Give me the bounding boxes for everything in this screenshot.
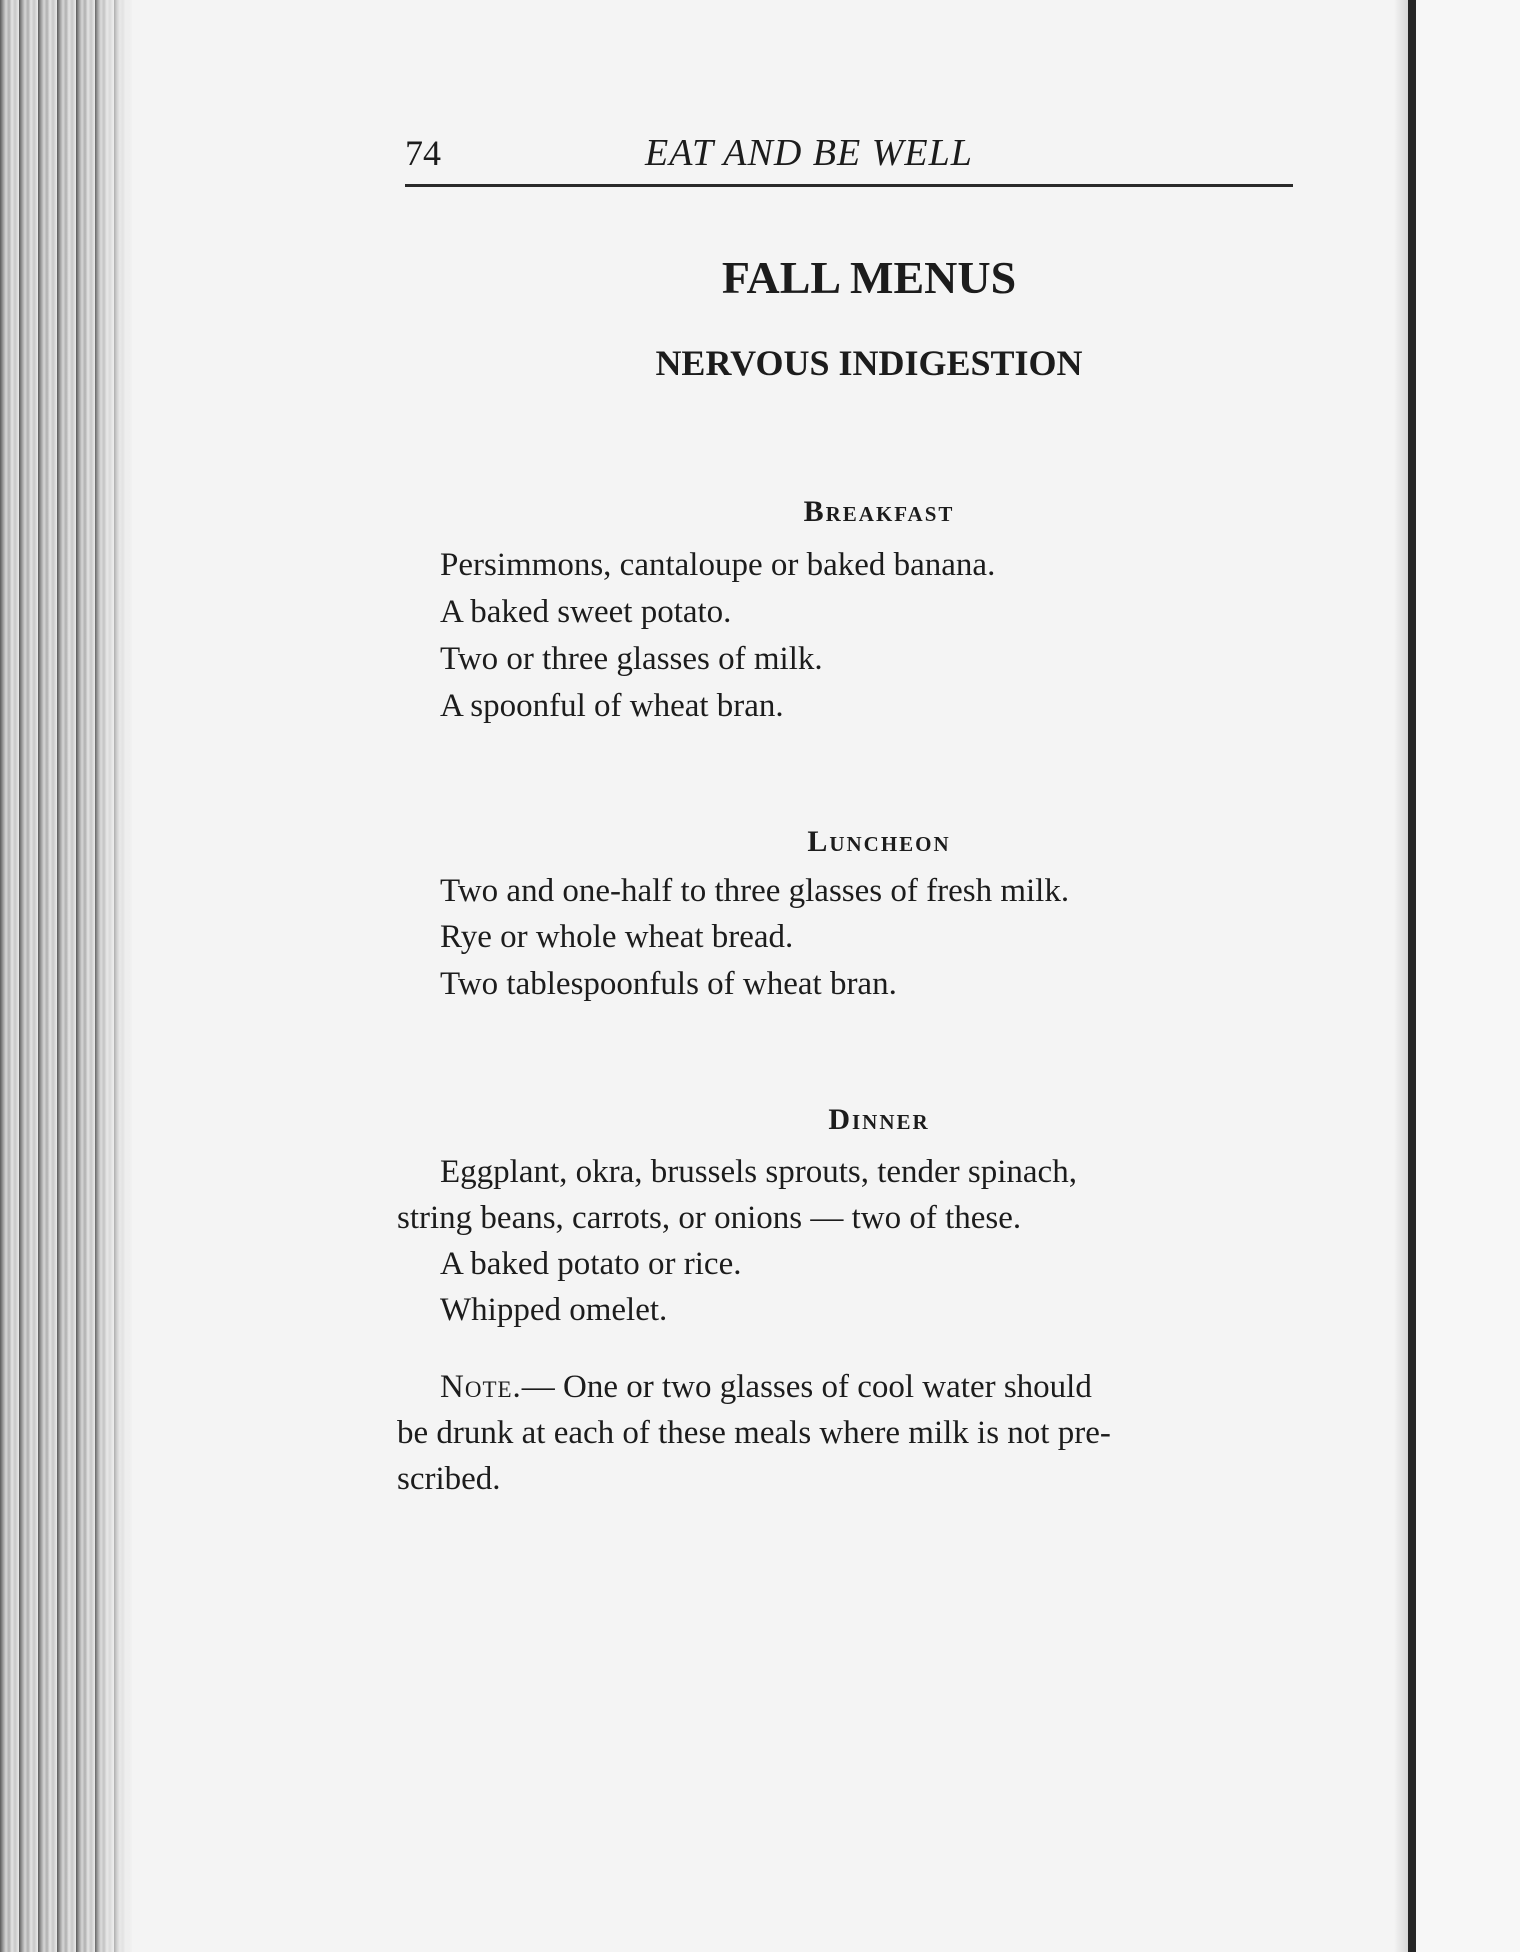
luncheon-line: Rye or whole wheat bread. [440, 919, 794, 955]
breakfast-heading: Breakfast [803, 495, 955, 528]
header-rule [405, 184, 1293, 187]
page-number: 74 [405, 133, 441, 173]
note-line: be drunk at each of these meals where milk is not pre- [397, 1415, 1111, 1451]
note-label: Note. [440, 1369, 522, 1405]
breakfast-line: A baked sweet potato. [440, 594, 732, 630]
luncheon-line: Two and one-half to three glasses of fresh milk. [440, 873, 1070, 909]
luncheon-line: Two tablespoonfuls of wheat bran. [440, 966, 897, 1002]
breakfast-line: A spoonful of wheat bran. [440, 688, 784, 724]
breakfast-line: Persimmons, cantaloupe or baked banana. [440, 547, 996, 583]
dinner-line: A baked potato or rice. [440, 1246, 742, 1282]
book-gutter [1408, 0, 1416, 1952]
dinner-heading: Dinner [828, 1103, 930, 1136]
dinner-line: Whipped omelet. [440, 1292, 668, 1328]
dinner-line: string beans, carrots, or onions — two of these. [397, 1200, 1022, 1236]
luncheon-heading: Luncheon [807, 825, 951, 858]
note-paragraph [440, 1365, 1092, 1409]
dinner-line: Eggplant, okra, brussels sprouts, tender spinach, [440, 1154, 1077, 1190]
note-line: scribed. [397, 1461, 501, 1497]
note-text: — One or two glasses of cool water should [521, 1369, 1092, 1405]
breakfast-line: Two or three glasses of milk. [440, 641, 823, 677]
page-fore-edge [0, 0, 132, 1952]
running-head [405, 128, 1293, 178]
facing-page-edge [1416, 0, 1520, 1952]
page-subtitle: NERVOUS INDIGESTION [655, 343, 1083, 383]
running-title: EAT AND BE WELL [645, 132, 973, 174]
gutter-shadow [1394, 0, 1408, 1952]
page-title: FALL MENUS [721, 252, 1017, 303]
